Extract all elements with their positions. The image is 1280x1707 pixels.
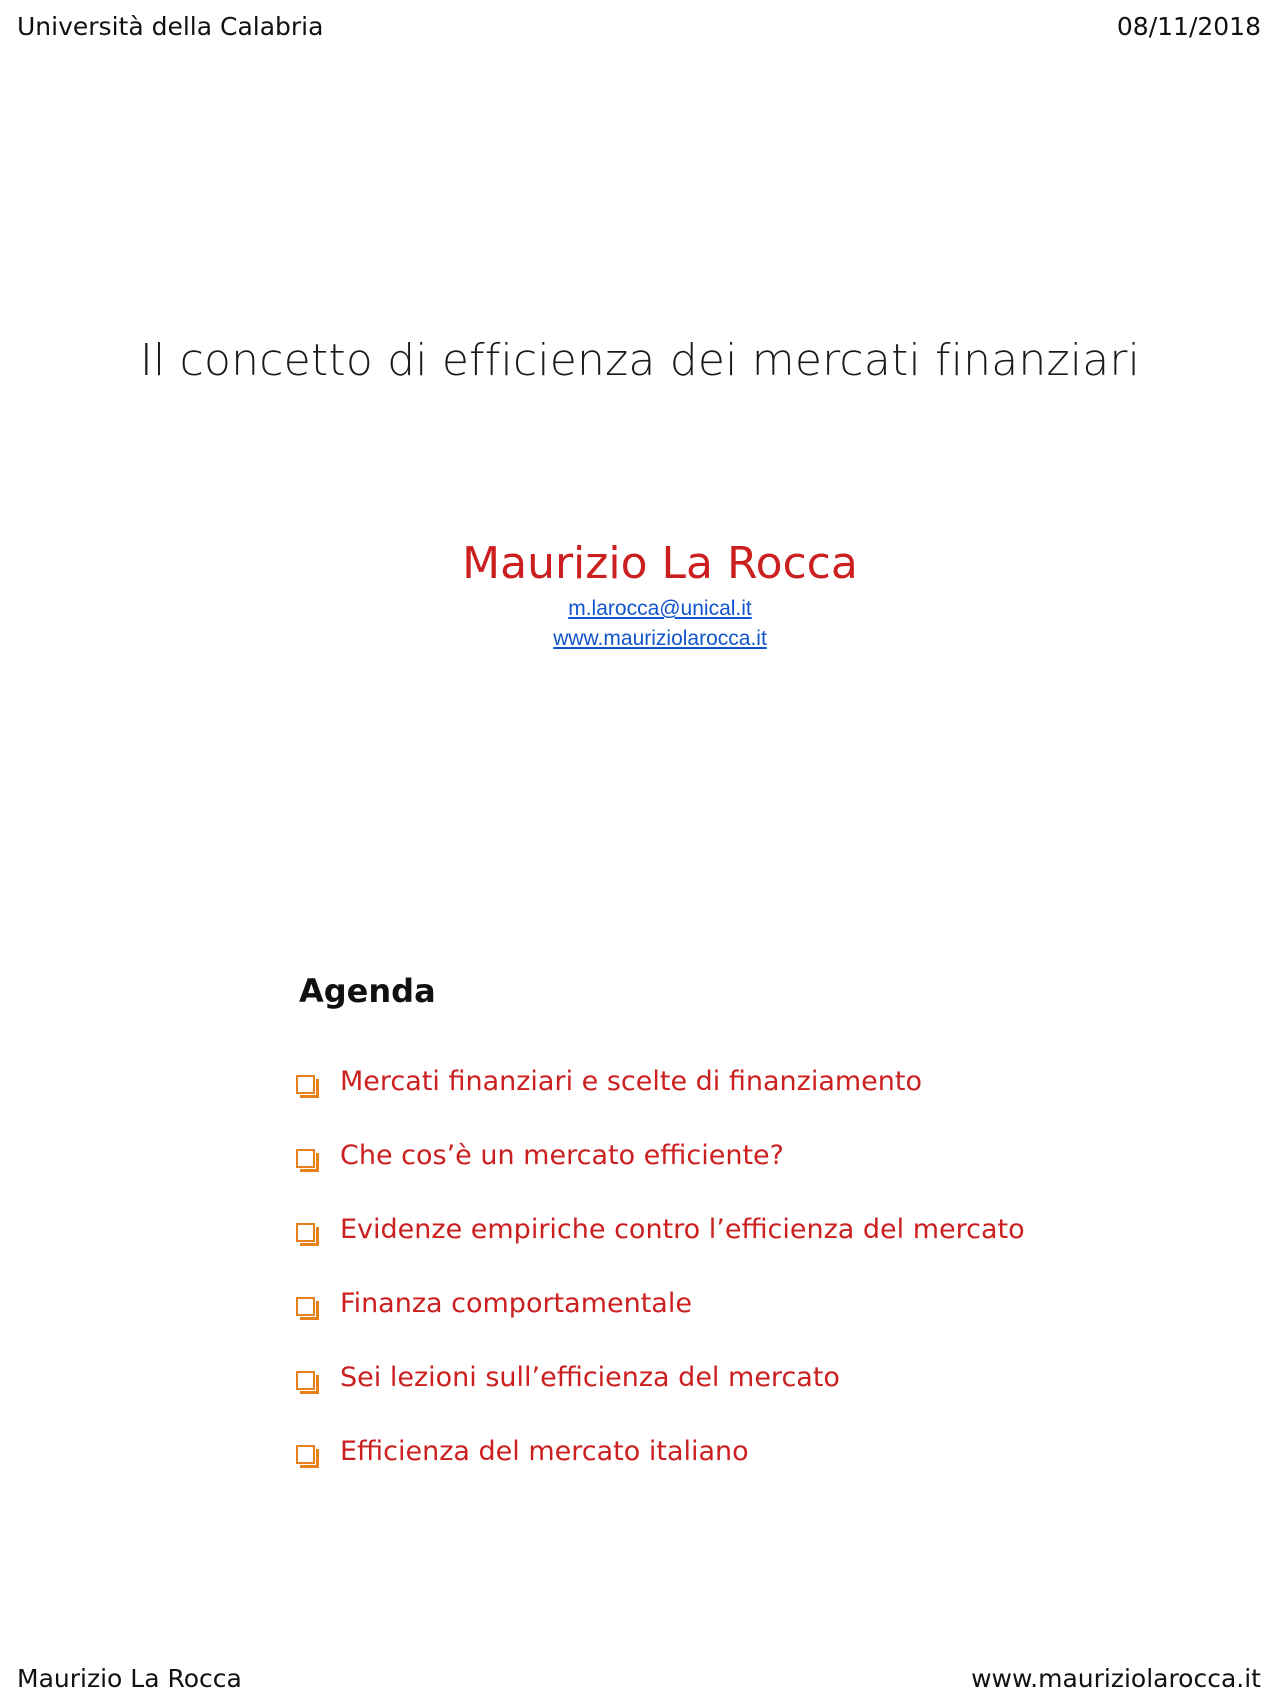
agenda-list — [296, 1066, 1025, 1510]
agenda-item-label: Finanza comportamentale — [340, 1288, 692, 1319]
agenda-item — [296, 1362, 1025, 1436]
email-link[interactable]: m.larocca@unical.it — [568, 597, 752, 620]
agenda-item — [296, 1288, 1025, 1362]
agenda-item-label: Efficienza del mercato italiano — [340, 1436, 749, 1467]
author-name: Maurizio La Rocca — [462, 538, 858, 589]
agenda-heading: Agenda — [299, 972, 436, 1010]
header-date: 08/11/2018 — [1116, 12, 1261, 41]
agenda-item-label: Che cos’è un mercato efficiente? — [340, 1140, 784, 1171]
footer-website: www.mauriziolarocca.it — [971, 1664, 1261, 1693]
checkbox-icon — [296, 1445, 315, 1464]
agenda-item-label: Evidenze empiriche contro l’efficienza del mercato — [340, 1214, 1025, 1245]
checkbox-icon — [296, 1297, 315, 1316]
website-link[interactable]: www.mauriziolarocca.it — [553, 627, 767, 650]
agenda-item-label: Sei lezioni sull’efficienza del mercato — [340, 1362, 840, 1393]
checkbox-icon — [296, 1371, 315, 1390]
agenda-item — [296, 1066, 1025, 1140]
agenda-item — [296, 1436, 1025, 1510]
agenda-item — [296, 1140, 1025, 1214]
footer-author: Maurizio La Rocca — [17, 1664, 242, 1693]
checkbox-icon — [296, 1149, 315, 1168]
agenda-item — [296, 1214, 1025, 1288]
header-institution: Università della Calabria — [17, 12, 324, 41]
slide-title: Il concetto di efficienza dei mercati finanziari — [139, 335, 1141, 386]
checkbox-icon — [296, 1223, 315, 1242]
agenda-item-label: Mercati finanziari e scelte di finanziamento — [340, 1066, 923, 1097]
checkbox-icon — [296, 1075, 315, 1094]
